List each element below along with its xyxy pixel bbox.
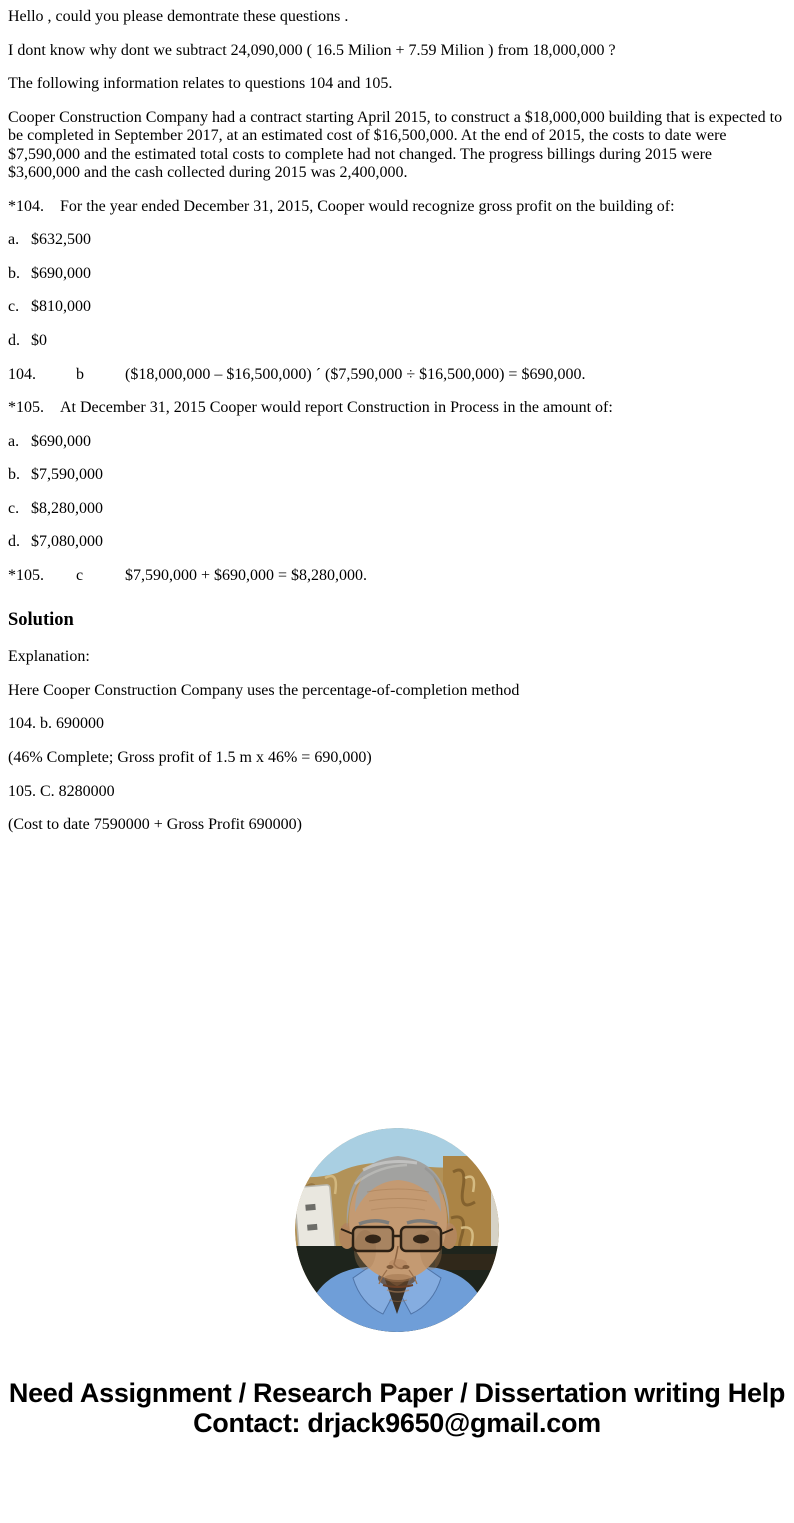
question-104 [8,198,786,217]
question-105-option-d [8,533,786,552]
option-value: $7,590,000 [31,466,103,484]
solution-answer-105: 105. C. 8280000 [8,782,115,800]
option-value: $632,500 [31,231,91,249]
question-104-option-c [8,298,786,317]
scenario-paragraph: Cooper Construction Company had a contract starting April 2015, to construct a $18,000,000 building that is expected to be completed in September 2017, at an estimated cost of $16,500,000. At the end of 2015, the costs to date were $7,590,000 and the estimated total costs to complete had not changed. The progress billings during 2015 were $3,600,000 and the cash collected during 2015 was 2,400,000. [8,108,783,182]
option-value: $8,280,000 [31,499,103,517]
question-105-option-c [8,500,786,519]
portrait-wall-strip [491,1156,499,1306]
option-value: $7,080,000 [31,533,103,551]
footer-ad-contact: Contact: drjack9650@gmail.com [193,1407,601,1438]
question-105-number: *105. [8,399,44,417]
answer-104-letter: b [76,365,84,383]
option-value: $690,000 [31,264,91,282]
answer-105-line [8,567,786,586]
option-letter: b. [8,466,20,484]
answer-105-formula: $7,590,000 + $690,000 = $8,280,000. [125,566,368,584]
footer-ad-line1: Need Assignment / Research Paper / Dissertation writing Help [8,1377,786,1408]
question-104-text: For the year ended December 31, 2015, Cooper would recognize gross profit on the building of: [60,197,675,215]
solution-calc-104: (46% Complete; Gross profit of 1.5 m x 46% = 690,000) [8,749,372,767]
question-105-option-a [8,433,786,452]
option-letter: d. [8,332,20,350]
question-105-text: At December 31, 2015 Cooper would report Construction in Process in the amount of: [60,399,613,417]
option-letter: d. [8,533,20,551]
solution-calc-105: (Cost to date 7590000 + Gross Profit 690000) [8,816,302,834]
solution-heading: Solution [8,610,74,631]
option-letter: b. [8,264,20,282]
greeting-line: Hello , could you please demontrate these questions . [8,8,349,25]
question-105-option-b [8,466,786,485]
option-letter: a. [8,231,20,249]
intro-line: The following information relates to questions 104 and 105. [8,75,393,93]
answer-104-line [8,366,786,385]
solution-answer-104: 104. b. 690000 [8,715,104,733]
answer-105-number: *105. [8,566,44,584]
option-letter: a. [8,432,20,450]
explanation-label: Explanation: [8,648,90,666]
answer-104-formula: ($18,000,000 – $16,500,000) ´ ($7,590,000 ÷ $16,500,000) = $690,000. [125,365,586,383]
question-104-option-d [8,332,786,351]
method-line: Here Cooper Construction Company uses the percentage-of-completion method [8,681,520,699]
question-104-number: *104. [8,197,44,215]
option-value: $810,000 [31,298,91,316]
footer-ad [8,1378,786,1438]
subtract-question-line: I dont know why dont we subtract 24,090,000 ( 16.5 Milion + 7.59 Milion ) from 18,000,000 ? [8,41,616,59]
question-104-option-a [8,231,786,250]
document-page [8,8,786,1438]
answer-104-number: 104. [8,365,36,383]
question-104-option-b [8,265,786,284]
portrait-photo-image [295,1128,499,1332]
portrait-photo [295,1128,499,1332]
option-letter: c. [8,499,20,517]
option-value: $690,000 [31,432,91,450]
option-value: $0 [31,332,47,350]
question-105 [8,399,786,418]
answer-105-letter: c [76,566,84,584]
option-letter: c. [8,298,20,316]
